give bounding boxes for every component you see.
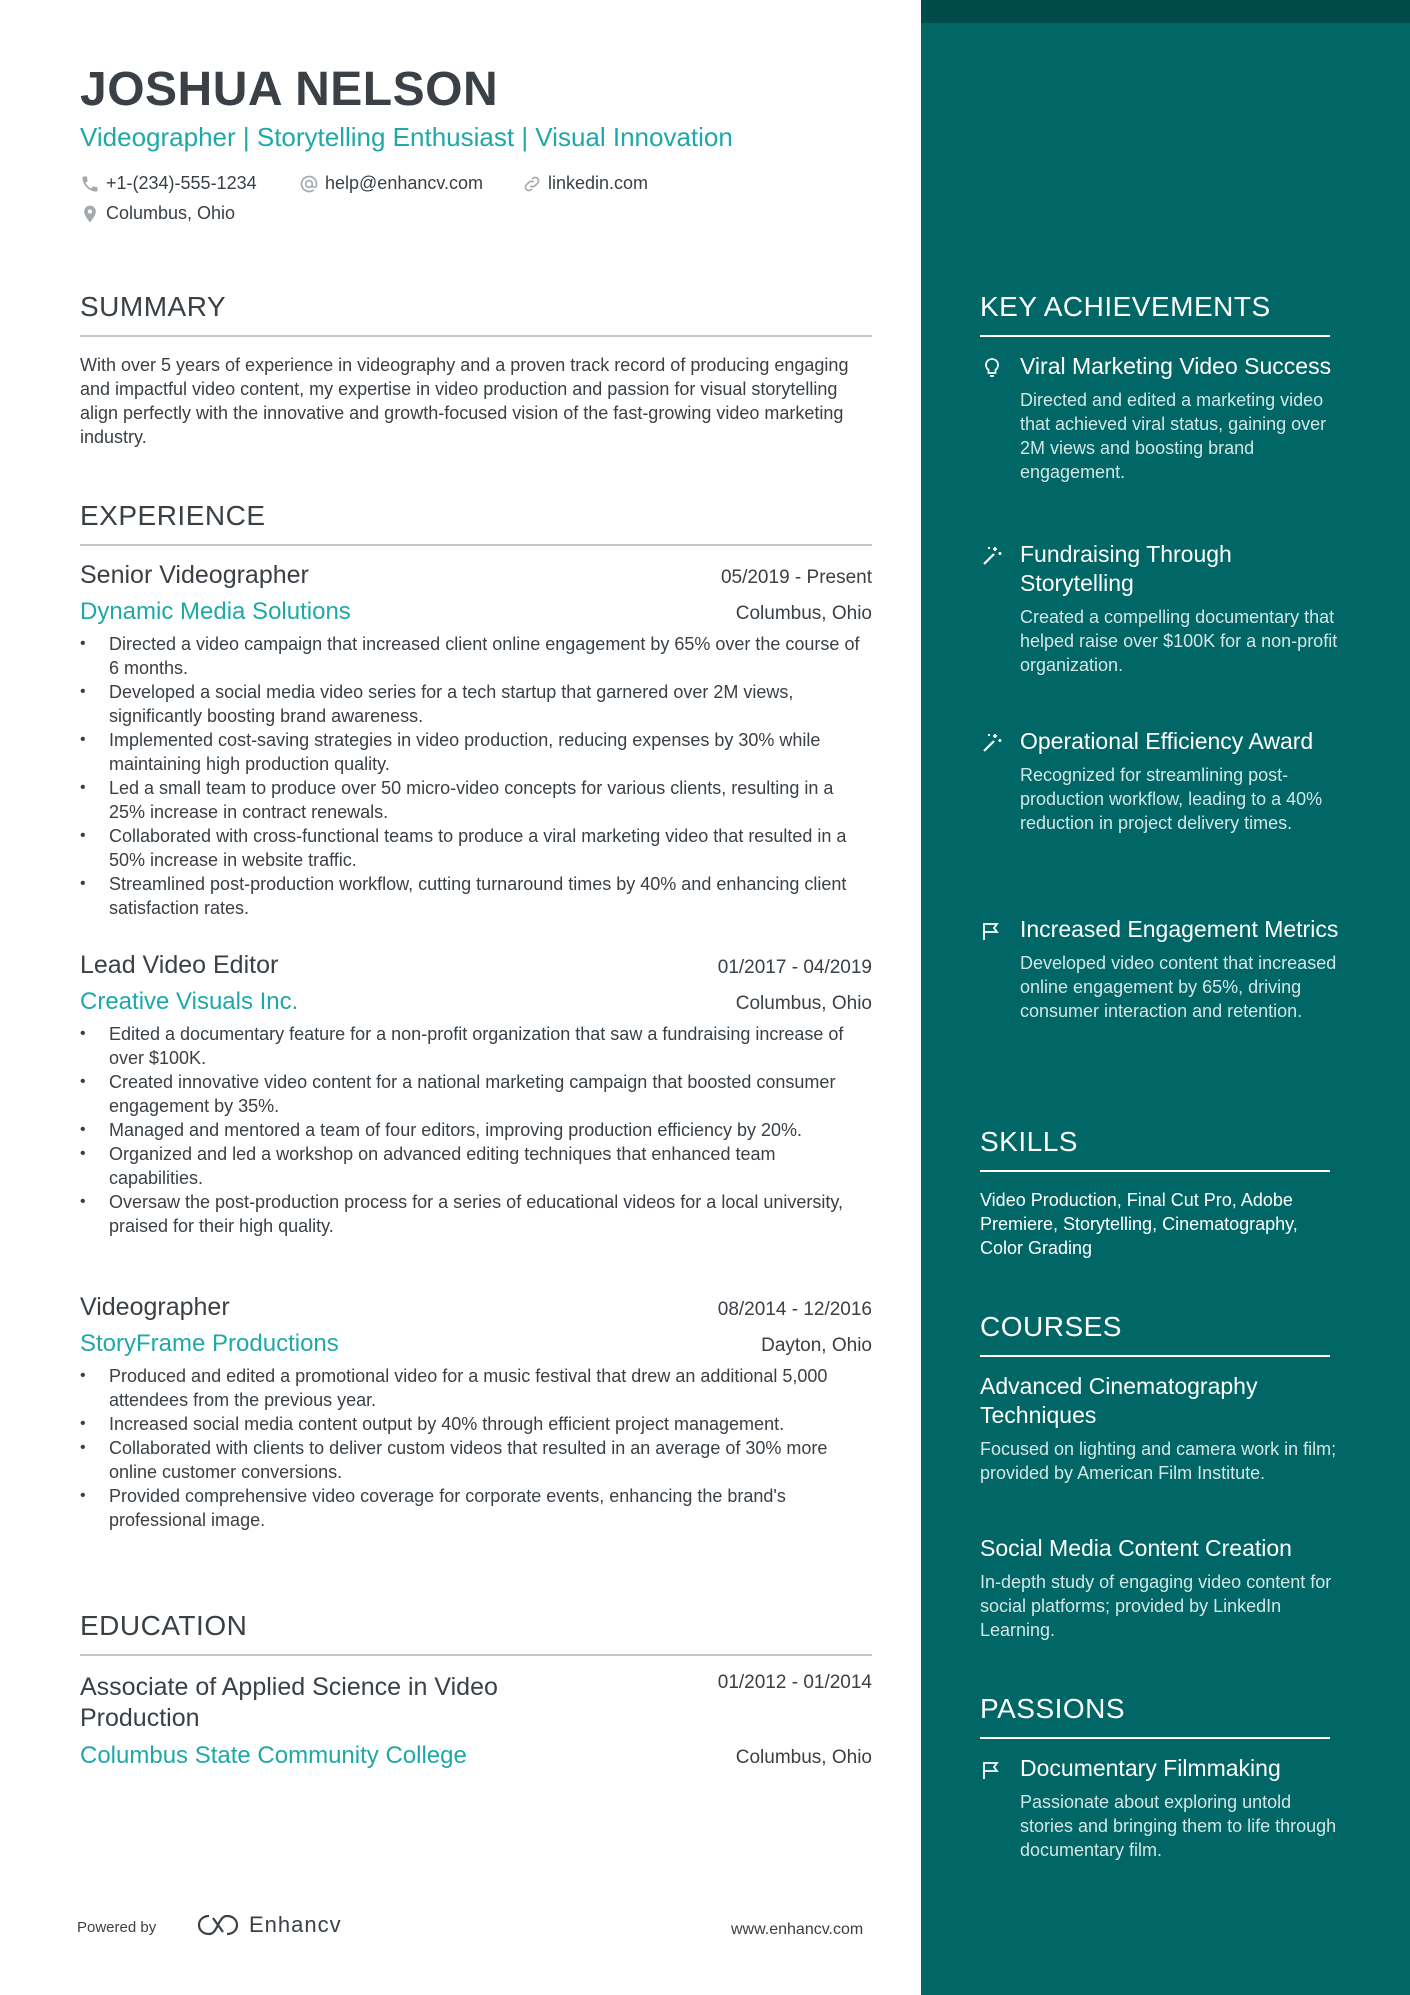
job-title: Senior Videographer bbox=[80, 561, 309, 589]
course-title: Advanced Cinematography Techniques bbox=[980, 1373, 1258, 1428]
job-location: Columbus, Ohio bbox=[735, 993, 872, 1014]
experience-heading: EXPERIENCE bbox=[80, 500, 872, 546]
course-desc: Focused on lighting and camera work in film; provided by American Film Institute. bbox=[980, 1439, 1337, 1483]
summary-text: With over 5 years of experience in videography and a proven track record of producing engaging and impactful video content, my expertise in video production and passion for visual storytelling align perfectly with the innovative and growth-focused vision of the fast-growing video marketing industry. bbox=[80, 355, 849, 447]
job-location: Columbus, Ohio bbox=[735, 603, 872, 624]
phone-icon bbox=[80, 174, 100, 194]
skills-text: Video Production, Final Cut Pro, Adobe Premiere, Storytelling, Cinematography, Color Grading bbox=[980, 1190, 1298, 1258]
achievement-desc: Created a compelling documentary that helped raise over $100K for a non-profit organization. bbox=[1020, 607, 1338, 675]
course-item bbox=[980, 1534, 1340, 1642]
passion-title: Documentary Filmmaking bbox=[1020, 1755, 1281, 1781]
skills-heading: SKILLS bbox=[980, 1126, 1330, 1172]
contact-linkedin[interactable] bbox=[522, 173, 648, 194]
achievement-item bbox=[980, 540, 1340, 677]
headline: Videographer | Storytelling Enthusiast | Visual Innovation bbox=[80, 122, 733, 152]
job-bullets bbox=[80, 632, 872, 920]
job-title: Lead Video Editor bbox=[80, 951, 279, 979]
job-entry bbox=[80, 1293, 872, 1532]
bullet: • Increased social media content output by 40% through efficient project management. bbox=[80, 1412, 872, 1436]
achievement-title: Increased Engagement Metrics bbox=[1020, 916, 1339, 942]
achievement-item bbox=[980, 727, 1340, 835]
candidate-name: JOSHUA NELSON bbox=[80, 63, 499, 116]
bullet: • Organized and led a workshop on advanced editing techniques that enhanced team capabilities. bbox=[80, 1142, 872, 1190]
achievement-title: Operational Efficiency Award bbox=[1020, 728, 1314, 754]
achievement-item bbox=[980, 352, 1340, 484]
bullet: • Streamlined post-production workflow, cutting turnaround times by 40% and enhancing client satisfaction rates. bbox=[80, 872, 872, 920]
bullet: • Created innovative video content for a national marketing campaign that boosted consumer engagement by 35%. bbox=[80, 1070, 872, 1118]
bullet: • Oversaw the post-production process for a series of educational videos for a local university, praised for their high quality. bbox=[80, 1190, 872, 1238]
bullet: • Implemented cost-saving strategies in video production, reducing expenses by 30% while maintaining high production quality. bbox=[80, 728, 872, 776]
bullet: • Collaborated with cross-functional teams to produce a viral marketing video that resulted in a 50% increase in website traffic. bbox=[80, 824, 872, 872]
magic-wand-icon bbox=[980, 731, 1004, 755]
magic-wand-icon bbox=[980, 544, 1004, 568]
bullet: • Led a small team to produce over 50 micro-video concepts for various clients, resulting in a 25% increase in contract renewals. bbox=[80, 776, 872, 824]
lightbulb-icon bbox=[980, 356, 1004, 380]
course-desc: In-depth study of engaging video content for social platforms; provided by LinkedIn Learning. bbox=[980, 1572, 1332, 1640]
job-title: Videographer bbox=[80, 1293, 230, 1321]
courses-heading: COURSES bbox=[980, 1311, 1330, 1357]
sidebar bbox=[921, 0, 1410, 1995]
passion-item bbox=[980, 1754, 1340, 1862]
at-icon bbox=[299, 174, 319, 194]
location-pin-icon bbox=[80, 204, 100, 224]
bullet: • Provided comprehensive video coverage for corporate events, enhancing the brand's professional image. bbox=[80, 1484, 872, 1532]
location-text: Columbus, Ohio bbox=[106, 203, 236, 223]
company-name: Creative Visuals Inc. bbox=[80, 988, 299, 1015]
job-entry bbox=[80, 561, 872, 920]
school-name: Columbus State Community College bbox=[80, 1742, 467, 1769]
achievements-heading: KEY ACHIEVEMENTS bbox=[980, 291, 1330, 337]
linkedin-text: linkedin.com bbox=[548, 173, 649, 193]
enhancv-logo[interactable] bbox=[195, 1912, 342, 1938]
enhancv-brand-text: Enhancv bbox=[249, 1912, 342, 1937]
course-item bbox=[980, 1372, 1340, 1485]
achievement-desc: Directed and edited a marketing video that achieved viral status, gaining over 2M views and boosting brand engagement. bbox=[1020, 390, 1327, 482]
school-location: Columbus, Ohio bbox=[735, 1747, 872, 1768]
achievement-desc: Recognized for streamlining post-production workflow, leading to a 40% reduction in project delivery times. bbox=[1020, 765, 1323, 833]
job-bullets bbox=[80, 1364, 872, 1532]
job-bullets bbox=[80, 1022, 872, 1238]
enhancv-logo-icon bbox=[195, 1912, 241, 1938]
flag-icon bbox=[980, 919, 1004, 943]
bullet: • Developed a social media video series for a tech startup that garnered over 2M views, significantly boosting brand awareness. bbox=[80, 680, 872, 728]
passions-heading: PASSIONS bbox=[980, 1693, 1330, 1739]
sidebar-top-bar bbox=[921, 0, 1410, 23]
education-entry bbox=[80, 1672, 872, 1770]
job-date: 08/2014 - 12/2016 bbox=[717, 1299, 872, 1320]
footer-url[interactable]: www.enhancv.com bbox=[731, 1921, 864, 1938]
email-text: help@enhancv.com bbox=[325, 173, 484, 193]
company-name: Dynamic Media Solutions bbox=[80, 598, 351, 625]
passion-desc: Passionate about exploring untold stories and bringing them to life through documentary film. bbox=[1020, 1792, 1337, 1860]
contact-email[interactable] bbox=[299, 173, 483, 194]
bullet: • Collaborated with clients to deliver custom videos that resulted in an average of 30% more online customer conversions. bbox=[80, 1436, 872, 1484]
course-title: Social Media Content Creation bbox=[980, 1535, 1292, 1561]
achievement-title: Viral Marketing Video Success bbox=[1020, 353, 1332, 379]
company-name: StoryFrame Productions bbox=[80, 1330, 339, 1357]
job-date: 01/2017 - 04/2019 bbox=[717, 957, 872, 978]
job-location: Dayton, Ohio bbox=[761, 1335, 872, 1356]
summary-heading: SUMMARY bbox=[80, 291, 872, 337]
bullet: • Produced and edited a promotional video for a music festival that drew an additional 5,000 attendees from the previous year. bbox=[80, 1364, 872, 1412]
flag-icon bbox=[980, 1758, 1004, 1782]
bullet: • Managed and mentored a team of four editors, improving production efficiency by 20%. bbox=[80, 1118, 872, 1142]
achievement-item bbox=[980, 915, 1340, 1023]
degree-title: Associate of Applied Science in Video Production bbox=[80, 1673, 498, 1732]
powered-by-label: Powered by bbox=[77, 1919, 157, 1936]
contact-location bbox=[80, 203, 235, 224]
link-icon bbox=[522, 174, 542, 194]
contact-phone[interactable] bbox=[80, 173, 257, 194]
bullet: • Edited a documentary feature for a non-profit organization that saw a fundraising increase of over $100K. bbox=[80, 1022, 872, 1070]
job-entry bbox=[80, 951, 872, 1238]
achievement-desc: Developed video content that increased online engagement by 65%, driving consumer interaction and retention. bbox=[1020, 953, 1337, 1021]
education-date: 01/2012 - 01/2014 bbox=[717, 1672, 872, 1693]
job-date: 05/2019 - Present bbox=[720, 567, 872, 588]
education-heading: EDUCATION bbox=[80, 1610, 872, 1656]
phone-text: +1-(234)-555-1234 bbox=[106, 173, 257, 193]
achievement-title: Fundraising Through Storytelling bbox=[1020, 541, 1232, 596]
bullet: • Directed a video campaign that increased client online engagement by 65% over the course of 6 months. bbox=[80, 632, 872, 680]
